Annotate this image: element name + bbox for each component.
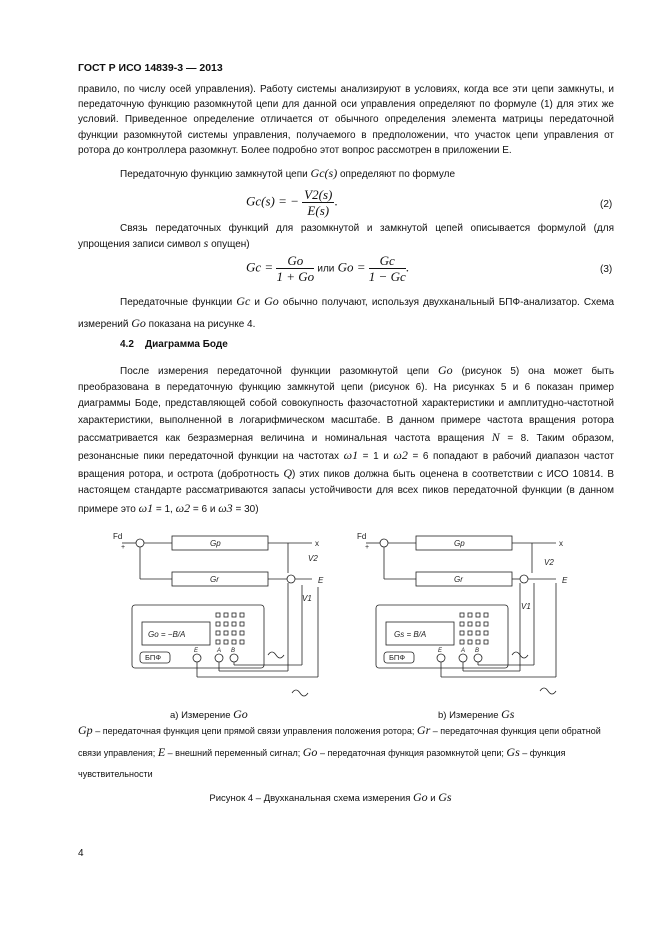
- svg-text:A: A: [217, 648, 222, 654]
- svg-text:B: B: [231, 648, 236, 654]
- document-header: ГОСТ Р ИСО 14839-3 — 2013: [78, 62, 223, 74]
- svg-text:E: E: [194, 648, 199, 654]
- svg-text:A: A: [461, 648, 466, 654]
- figure-title: Рисунок 4 – Двухканальная схема измерения Go и Gs: [209, 790, 452, 804]
- signal-wave-2: [292, 690, 308, 696]
- svg-text:B: B: [475, 648, 480, 654]
- figure-legend: Gp – передаточная функция цепи прямой связи управления положения ротора; Gr – передаточная функция цепи обратной связи управления; E – внешний переменный сигнал; Go – передаточная функция разомкнутой цепи; Gs – функция чувствительности: [78, 723, 601, 779]
- svg-text:БПФ: БПФ: [145, 653, 162, 662]
- channel-a-connector: [215, 654, 223, 662]
- label-plus: +: [365, 544, 370, 551]
- keypad: [216, 613, 244, 644]
- summing-junction-2: [520, 575, 528, 583]
- svg-text:Gp: Gp: [454, 539, 465, 548]
- svg-text:V1: V1: [521, 602, 531, 611]
- summing-junction: [136, 539, 144, 547]
- label-plus: +: [121, 544, 126, 551]
- section-heading: 4.2 Диаграмма Боде: [120, 339, 228, 350]
- paragraph-3: Связь передаточных функций для разомкнутой и замкнутой цепей описывается формулой (для упрощения записи символ s опущен): [78, 223, 614, 251]
- page-number: 4: [78, 848, 84, 859]
- diagram-right: [357, 532, 568, 694]
- channel-b-connector: [230, 654, 238, 662]
- measurement-block-diagrams: [0, 525, 661, 705]
- channel-a-connector: [459, 654, 467, 662]
- paragraph-1: правило, по числу осей управления). Работу системы анализируют в условиях, когда все эти цепи замкнуты, и передаточную функцию разомкнутой цепи для данной оси управления определяют по формуле (1) для этих же условий. Приведенное определение отличается от обычного определения элемента матрицы передаточной функции разомкнутой системы управления, получаемого в предположении, что участок цепи управления от ротора до контроллера разомкнут. Более подробно этот вопрос рассмотрен в приложении Е.: [78, 84, 614, 156]
- label-fd: Fd: [113, 532, 123, 541]
- svg-text:V2: V2: [308, 554, 318, 563]
- block-gr: [172, 572, 268, 586]
- signal-wave: [268, 652, 284, 658]
- channel-b-connector: [474, 654, 482, 662]
- svg-text:Gr: Gr: [210, 575, 219, 584]
- svg-text:x: x: [315, 539, 319, 548]
- signal-wave-2: [540, 688, 556, 694]
- channel-e-connector: [193, 654, 201, 662]
- svg-text:Gr: Gr: [454, 575, 463, 584]
- svg-text:БПФ: БПФ: [389, 653, 406, 662]
- svg-text:E: E: [438, 648, 443, 654]
- keypad: [460, 613, 488, 644]
- svg-text:Gs = B/A: Gs = B/A: [394, 630, 427, 639]
- summing-junction: [380, 539, 388, 547]
- channel-e-connector: [437, 654, 445, 662]
- svg-text:V2: V2: [544, 558, 554, 567]
- caption-right: b) Измерение Gs: [438, 707, 515, 721]
- svg-text:E: E: [562, 576, 568, 585]
- paragraph-4: Передаточные функции Gc и Go обычно получают, используя двухканальный БПФ-анализатор. Схема измерений Go показана на рисунке 4.: [78, 294, 615, 330]
- paragraph-2: Передаточную функцию замкнутой цепи Gc(s) определяют по формуле: [120, 166, 456, 180]
- svg-text:E: E: [318, 576, 324, 585]
- label-fd: Fd: [357, 532, 367, 541]
- paragraph-5: После измерения передаточной функции разомкнутой цепи Go (рисунок 5) она может быть преобразована в передаточную функцию замкнутой цепи (рисунок 6). На рисунках 5 и 6 показан пример диаграммы Боде, представляющей собой совокупность фазочастотной характеристики и амплитудно-частотной характеристики, выполненной в логарифмическом масштабе. В данном примере частота вращения ротора рассматривается как безразмерная величина и номинальная частота вращения N = 8. Таким образом, резонансные пики передаточной функции на частотах ω1 = 1 и ω2 = 6 попадают в рабочий диапазон частот вращения ротора, и острота (добротность Q) этих пиков должна быть оценена в соответствии с ИСО 10814. В настоящем стандарте рассматриваются запасы устойчивости для всех пиков передаточной функции (в данном примере это ω1 = 1, ω2 = 6 и ω3 = 30): [78, 363, 615, 515]
- formula-3: Gc = $\frac{Go}{1 + Go}$ или Go = $\frac{Gc}{1 - Gc}$ .: [246, 253, 409, 284]
- equation-number-3: (3): [600, 264, 613, 275]
- svg-text:x: x: [559, 539, 563, 548]
- svg-text:V1: V1: [302, 594, 312, 603]
- diagram-left: [113, 532, 324, 696]
- summing-junction-2: [287, 575, 295, 583]
- caption-left: а) Измерение Go: [170, 707, 248, 721]
- svg-text:Gp: Gp: [210, 539, 221, 548]
- block-gr: [416, 572, 512, 586]
- formula-2: Gc(s) = − $\frac{V2(s)}{E(s)}$ .: [246, 187, 338, 218]
- equation-number-2: (2): [600, 199, 613, 210]
- svg-text:Go = −B/A: Go = −B/A: [148, 630, 186, 639]
